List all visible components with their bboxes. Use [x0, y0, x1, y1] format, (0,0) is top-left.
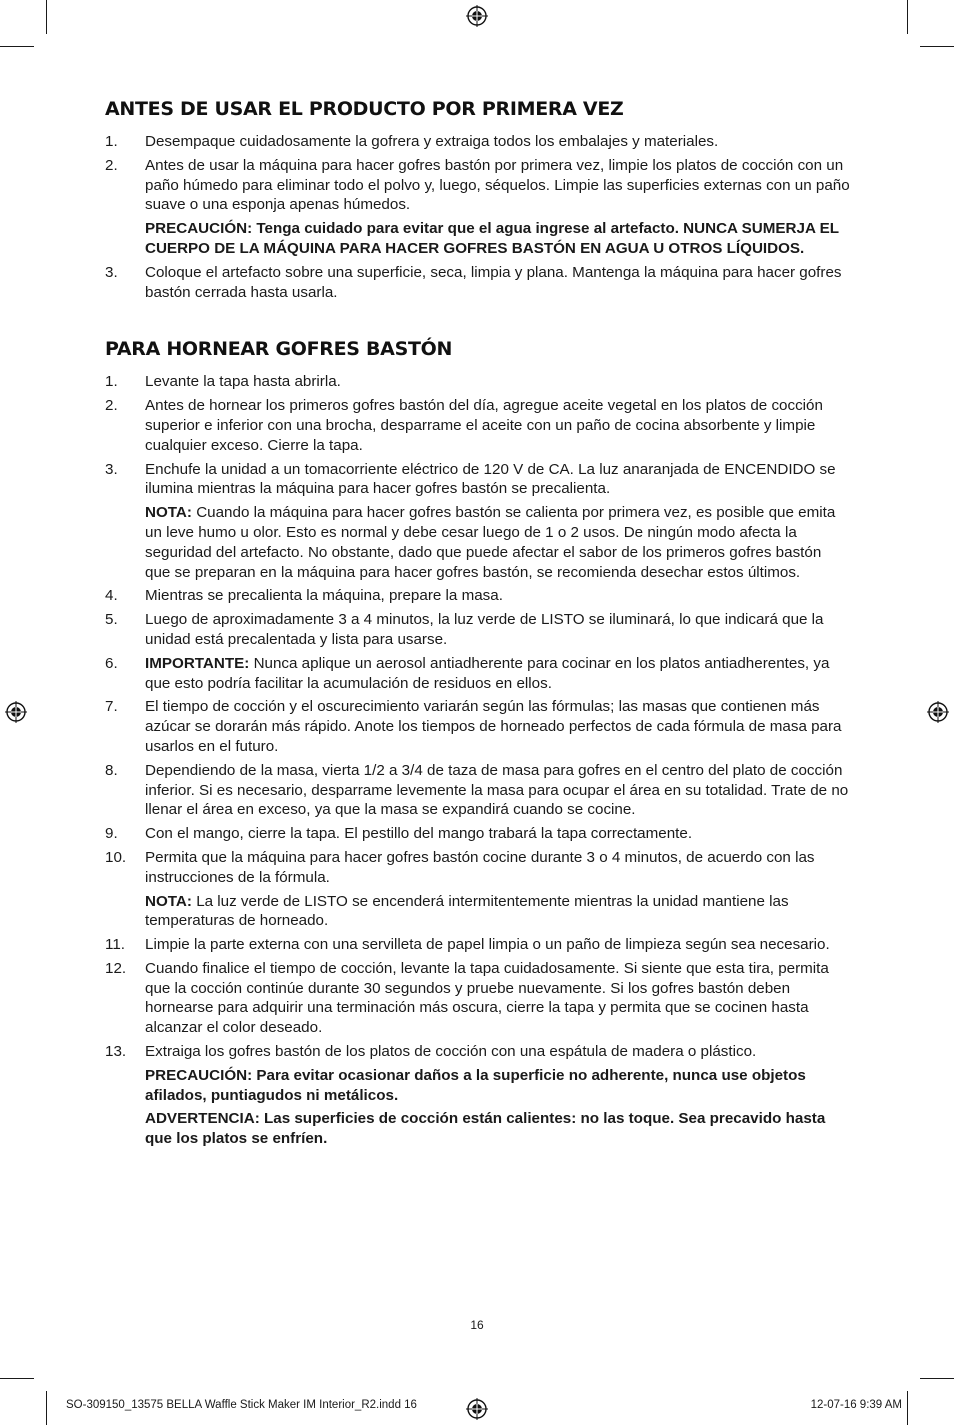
item-number: 6. — [105, 654, 118, 672]
list-item — [105, 654, 850, 694]
crop-mark — [0, 1378, 34, 1379]
item-text: Antes de hornear los primeros gofres bastón del día, agregue aceite vegetal en los platos de cocción superior e inferior con una brocha, desparrame el aceite con un paño de cocina absorbente y limpie cualquier exceso. Cierre la tapa. — [145, 397, 823, 454]
item-number: 12. — [105, 959, 127, 977]
note-label: NOTA: — [145, 892, 192, 910]
list-item — [105, 586, 850, 606]
list-item — [105, 848, 850, 931]
list-item — [105, 761, 850, 820]
item-number: 5. — [105, 611, 118, 629]
crop-mark — [46, 0, 47, 34]
item-number: 13. — [105, 1043, 127, 1061]
registration-mark-icon — [466, 5, 488, 27]
section-title-baking: PARA HORNEAR GOFRES BASTÓN — [105, 338, 453, 361]
item-number: 1. — [105, 373, 118, 391]
registration-mark-icon — [927, 701, 949, 723]
item-text: Desempaque cuidadosamente la gofrera y extraiga todos los embalajes y materiales. — [145, 133, 719, 150]
list-item — [105, 1042, 850, 1149]
list-item — [105, 372, 850, 392]
item-text: Con el mango, cierre la tapa. El pestillo del mango trabará la tapa correctamente. — [145, 825, 693, 843]
caution-note: PRECAUCIÓN: Para evitar ocasionar daños a la superficie no adherente, nunca use objetos afilados, puntiagudos ni metálicos. — [145, 1066, 806, 1104]
file-slug: SO-309150_13575 BELLA Waffle Stick Maker IM Interior_R2.indd 16 — [66, 1399, 417, 1411]
item-text: Dependiendo de la masa, vierta 1/2 a 3/4 de taza de masa para gofres en el centro del plato de cocción inferior. Si es necesario, desparrame levemente la masa para ocupar el área en su totalidad. Trate de no llenar el área en exceso, ya que la masa se expandirá cuando se cocine. — [145, 761, 849, 819]
item-text: Enchufe la unidad a un tomacorriente eléctrico de 120 V de CA. La luz anaranjada de ENCENDIDO se ilumina mientras la máquina para hacer gofres bastón se precalienta. — [145, 460, 836, 498]
item-number: 7. — [105, 698, 118, 716]
item-number: 8. — [105, 761, 118, 779]
item-number: 1. — [105, 133, 118, 150]
list-item — [105, 396, 850, 455]
crop-mark — [920, 1378, 954, 1379]
item-label: IMPORTANTE: — [145, 654, 250, 672]
note-label: NOTA: — [145, 504, 192, 522]
crop-mark — [920, 46, 954, 47]
item-text: Mientras se precalienta la máquina, prepare la masa. — [145, 587, 503, 605]
registration-mark-icon — [466, 1398, 488, 1420]
crop-mark — [46, 1391, 47, 1425]
crop-mark — [907, 1391, 908, 1425]
item-number: 4. — [105, 587, 118, 605]
list-item — [105, 263, 850, 303]
item-number: 2. — [105, 156, 118, 174]
item-number: 3. — [105, 460, 118, 478]
note-text: La luz verde de LISTO se encenderá intermitentemente mientras la unidad mantiene las temperaturas de horneado. — [145, 892, 789, 930]
registration-mark-icon — [5, 701, 27, 723]
list-item — [105, 959, 850, 1038]
crop-mark — [0, 46, 34, 47]
list-item — [105, 460, 850, 583]
item-number: 3. — [105, 263, 118, 281]
list-item — [105, 824, 850, 844]
note — [145, 503, 850, 582]
item-text: Luego de aproximadamente 3 a 4 minutos, la luz verde de LISTO se iluminará, lo que indicará que la unidad está precalentada y lista para usarse. — [145, 611, 824, 648]
crop-mark — [907, 0, 908, 34]
list-item — [105, 697, 850, 756]
list-item — [105, 156, 850, 259]
note — [145, 892, 850, 932]
page-number: 16 — [470, 1318, 484, 1332]
page-content — [105, 98, 850, 1153]
list-item — [105, 935, 850, 955]
item-text: Levante la tapa hasta abrirla. — [145, 373, 341, 391]
list-item — [105, 132, 850, 152]
list-item — [105, 610, 850, 650]
note-text: Cuando la máquina para hacer gofres bastón se calienta por primera vez, es posible que emita un leve humo u olor. Esto es normal y debe cesar luego de 1 o 2 usos. De ningún modo afecta la seguridad del artefacto. No obstante, dado que puede afectar el sabor de los primeros gofres bastón que se preparan en la máquina para hacer gofres bastón, se recomienda desechar estos últimos. — [145, 504, 836, 581]
item-text: Coloque el artefacto sobre una superficie, seca, limpia y plana. Mantenga la máquina para hacer gofres bastón cerrada hasta usarla. — [145, 263, 842, 301]
item-number: 9. — [105, 825, 118, 843]
date-slug: 12-07-16 9:39 AM — [810, 1399, 902, 1411]
item-number: 2. — [105, 397, 118, 415]
item-text: Limpie la parte externa con una servilleta de papel limpia o un paño de limpieza según sea necesario. — [145, 936, 830, 954]
caution-note: PRECAUCIÓN: Tenga cuidado para evitar que el agua ingrese al artefacto. NUNCA SUMERJA EL CUERPO DE LA MÁQUINA PARA HACER GOFRES BASTÓN EN AGUA U OTROS LÍQUIDOS. — [145, 220, 839, 257]
item-number: 11. — [105, 936, 125, 954]
section-title-before-first-use: ANTES DE USAR EL PRODUCTO POR PRIMERA VEZ — [105, 98, 624, 120]
item-text: Antes de usar la máquina para hacer gofres bastón por primera vez, limpie los platos de cocción con un paño húmedo para eliminar todo el polvo y, luego, séquelos. Limpie las superficies externas con un paño suave o una esponja apenas húmedos. — [145, 156, 850, 214]
item-text: Permita que la máquina para hacer gofres bastón cocine durante 3 o 4 minutos, de acuerdo con las instrucciones de la fórmula. — [145, 848, 815, 886]
item-number: 10. — [105, 848, 127, 866]
instruction-list-baking — [105, 372, 850, 1149]
warning-note: ADVERTENCIA: Las superficies de cocción están calientes: no las toque. Sea precavido hasta que los platos se enfríen. — [145, 1110, 826, 1148]
item-text: El tiempo de cocción y el oscurecimiento variarán según las fórmulas; las masas que contienen más azúcar se dorarán más rápido. Anote los tiempos de horneado perfectos de cada fórmula de masa para usarlos en el futuro. — [145, 698, 842, 755]
item-text: Nunca aplique un aerosol antiadherente para cocinar en los platos antiadherentes, ya que esto podría facilitar la acumulación de residuos en ellos. — [145, 654, 830, 692]
instruction-list-before-first-use — [105, 132, 850, 302]
item-text: Extraiga los gofres bastón de los platos de cocción con una espátula de madera o plástico. — [145, 1043, 757, 1061]
item-text: Cuando finalice el tiempo de cocción, levante la tapa cuidadosamente. Si siente que esta tira, permita que la cocción continúe durante 30 segundos y pruebe nuevamente. Si los gofres bastón deben hornearse para adquirir una terminación más oscura, cierre la tapa y permita que se cocinen hasta alcanzar el color deseado. — [145, 959, 829, 1037]
